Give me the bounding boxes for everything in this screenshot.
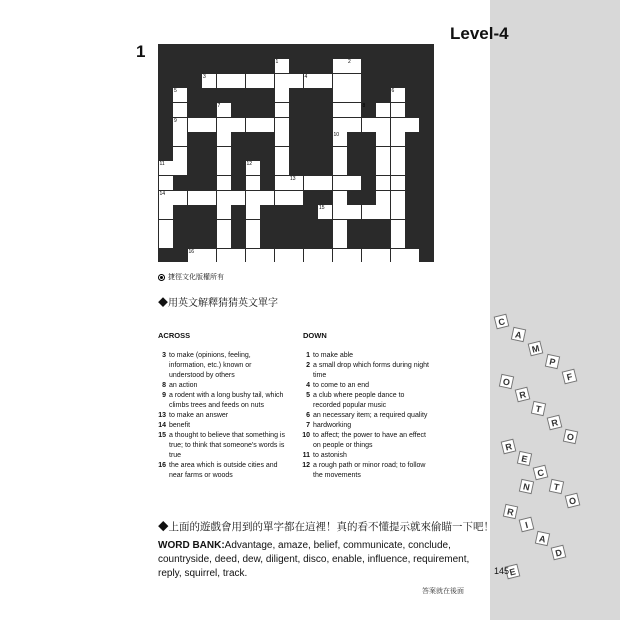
grid-cell[interactable]	[275, 147, 289, 161]
word-bank	[158, 539, 478, 581]
copyright-icon	[158, 274, 165, 281]
grid-cell[interactable]	[173, 161, 187, 175]
grid-cell[interactable]	[333, 205, 347, 219]
letter-tile: R	[501, 439, 517, 455]
down-clue	[296, 421, 431, 431]
clue-number: 2	[306, 362, 310, 369]
grid-cell[interactable]	[376, 249, 390, 263]
level-label: Level-4	[450, 24, 509, 43]
grid-cell[interactable]	[275, 132, 289, 146]
clue-number: 6	[306, 412, 310, 419]
word-bank-words: Advantage, amaze, belief, communicate, conclude, countryside, deed, dew, diligent, disco, enable, influence, requirement, reply, squirrel, track.	[158, 540, 470, 579]
copyright-line	[158, 272, 224, 282]
grid-cell[interactable]	[347, 103, 361, 117]
grid-cell[interactable]	[347, 249, 361, 263]
grid-cell[interactable]	[362, 249, 376, 263]
letter-tile: O	[499, 374, 514, 389]
grid-cell[interactable]	[333, 234, 347, 248]
grid-cell[interactable]	[405, 118, 419, 132]
puzzle-number: 1	[136, 42, 146, 61]
grid-cell[interactable]	[391, 249, 405, 263]
instruction-word-bank: ◆上面的遊戲會用到的單字都在這裡！真的看不懂提示就來偷瞄一下吧！	[158, 521, 494, 533]
grid-cell[interactable]	[260, 191, 274, 205]
letter-tile: F	[562, 369, 578, 385]
grid-cell[interactable]	[333, 88, 347, 102]
grid-cell[interactable]	[260, 74, 274, 88]
letter-tile: T	[549, 479, 564, 494]
across-clues	[152, 351, 287, 481]
grid-cell[interactable]	[391, 161, 405, 175]
down-heading: DOWN	[303, 331, 327, 340]
letter-tile: R	[503, 504, 518, 519]
clue-text: a rodent with a long bushy tail, which climbs trees and feeds on nuts	[169, 392, 284, 409]
clue-text: an necessary item; a required quality	[313, 412, 428, 419]
grid-cell[interactable]	[275, 161, 289, 175]
clue-text: a rough path or minor road; to follow the movements	[313, 462, 426, 479]
grid-cell[interactable]	[231, 191, 245, 205]
grid-cell[interactable]	[391, 118, 405, 132]
grid-cell[interactable]	[376, 191, 390, 205]
grid-cell[interactable]	[188, 118, 202, 132]
clue-number: 4	[306, 382, 310, 389]
clue-text: hardworking	[313, 422, 352, 429]
grid-cell[interactable]	[376, 161, 390, 175]
grid-cell[interactable]	[391, 220, 405, 234]
grid-clue-number: 5	[174, 88, 177, 95]
letter-tile: R	[515, 387, 531, 403]
grid-cell[interactable]	[347, 74, 361, 88]
grid-cell[interactable]	[217, 249, 231, 263]
grid-cell[interactable]	[376, 103, 390, 117]
across-clue	[152, 381, 287, 391]
grid-cell[interactable]	[217, 161, 231, 175]
grid-cell[interactable]	[275, 191, 289, 205]
grid-cell[interactable]	[246, 220, 260, 234]
clue-text: to affect; the power to have an effect on people or things	[313, 432, 426, 449]
across-clue	[152, 351, 287, 381]
clue-number: 11	[302, 452, 310, 459]
grid-clue-number: 12	[246, 161, 253, 168]
grid-cell[interactable]	[333, 118, 347, 132]
clue-number: 9	[162, 392, 166, 399]
grid-cell[interactable]	[246, 234, 260, 248]
grid-cell[interactable]	[333, 147, 347, 161]
clue-number: 14	[158, 422, 166, 429]
grid-clue-number: 4	[304, 73, 308, 80]
grid-cell[interactable]	[217, 234, 231, 248]
grid-cell[interactable]	[347, 205, 361, 219]
grid-cell[interactable]	[376, 205, 390, 219]
grid-cell[interactable]	[159, 176, 173, 190]
grid-cell[interactable]	[159, 234, 173, 248]
grid-cell[interactable]	[217, 118, 231, 132]
down-clue	[296, 391, 431, 411]
grid-cell[interactable]	[260, 118, 274, 132]
grid-clue-number: 2	[348, 59, 351, 66]
clue-number: 5	[306, 392, 310, 399]
grid-cell[interactable]	[275, 176, 289, 190]
across-clue	[152, 391, 287, 411]
grid-clue-number: 6	[391, 88, 395, 95]
instruction-guess-words: ◆用英文解釋猜猜英文單字	[158, 298, 278, 309]
grid-cell[interactable]	[318, 249, 332, 263]
clue-text: to make (opinions, feeling, information, etc.) known or understood by others	[169, 352, 252, 379]
letter-tile: R	[547, 415, 563, 431]
grid-clue-number: 11	[159, 161, 165, 168]
grid-cell[interactable]	[231, 249, 245, 263]
grid-cell[interactable]	[333, 191, 347, 205]
grid-cell[interactable]	[289, 249, 303, 263]
answer-note: 答案就在後面	[422, 588, 464, 595]
grid-cell[interactable]	[391, 205, 405, 219]
grid-cell[interactable]	[289, 191, 303, 205]
word-bank-label: WORD BANK:	[158, 540, 225, 551]
grid-cell[interactable]	[173, 147, 187, 161]
grid-cell[interactable]	[333, 220, 347, 234]
grid-cell[interactable]	[217, 74, 231, 88]
grid-cell[interactable]	[391, 103, 405, 117]
grid-cell[interactable]	[217, 205, 231, 219]
grid-cell[interactable]	[217, 191, 231, 205]
grid-cell[interactable]	[304, 249, 318, 263]
copyright-text: 捷徑文化版權所有	[168, 274, 224, 281]
grid-cell[interactable]	[231, 74, 245, 88]
grid-clue-number: 14	[159, 190, 166, 197]
grid-clue-number: 1	[275, 59, 279, 66]
letter-tile: T	[531, 401, 546, 416]
letter-tile: C	[533, 465, 549, 481]
grid-clue-number: 10	[333, 132, 340, 139]
clue-text: a thought to believe that something is true; to think that someone's words is true	[169, 432, 285, 459]
grid-clue-number: 16	[188, 248, 195, 255]
clue-text: benefit	[169, 422, 191, 429]
clue-number: 13	[158, 412, 166, 419]
letter-tile: O	[565, 493, 581, 509]
down-clues	[296, 351, 431, 481]
grid-cell[interactable]	[188, 191, 202, 205]
clue-text: a small drop which forms during night time	[313, 362, 429, 379]
grid-cell[interactable]	[246, 249, 260, 263]
clue-text: to come to an end	[313, 382, 370, 389]
clue-number: 1	[306, 352, 310, 359]
grid-cell[interactable]	[217, 132, 231, 146]
across-clue	[152, 411, 287, 421]
grid-cell[interactable]	[159, 205, 173, 219]
grid-cell[interactable]	[246, 118, 260, 132]
clue-number: 15	[158, 432, 166, 439]
grid-cell[interactable]	[275, 88, 289, 102]
letter-tile: D	[551, 545, 567, 561]
grid-cell[interactable]	[391, 234, 405, 248]
grid-cell[interactable]	[231, 118, 245, 132]
clue-text: an action	[169, 382, 198, 389]
grid-cell[interactable]	[202, 191, 216, 205]
down-clue	[296, 431, 431, 451]
grid-cell[interactable]	[362, 118, 376, 132]
grid-cell[interactable]	[376, 118, 390, 132]
grid-cell[interactable]	[318, 74, 332, 88]
grid-cell[interactable]	[391, 176, 405, 190]
down-clue	[296, 361, 431, 381]
grid-cell[interactable]	[376, 176, 390, 190]
clue-number: 10	[302, 432, 310, 439]
letter-tile: C	[494, 314, 510, 330]
grid-cell[interactable]	[333, 161, 347, 175]
clue-number: 16	[158, 462, 166, 469]
grid-cell[interactable]	[391, 147, 405, 161]
grid-cell[interactable]	[289, 74, 303, 88]
grid-cell[interactable]	[260, 249, 274, 263]
grid-cell[interactable]	[159, 220, 173, 234]
letter-tile: E	[505, 564, 521, 580]
grid-cell[interactable]	[347, 176, 361, 190]
page-number: 145	[494, 566, 510, 576]
clue-number: 3	[162, 352, 166, 359]
across-heading: ACROSS	[158, 331, 191, 340]
letter-tile: I	[519, 517, 535, 533]
grid-cell[interactable]	[275, 74, 289, 88]
letter-tile: N	[519, 479, 534, 494]
grid-cell[interactable]	[246, 205, 260, 219]
letter-tile: M	[528, 341, 544, 357]
across-clue	[152, 461, 287, 481]
clue-text: to astonish	[313, 452, 347, 459]
grid-cell[interactable]	[391, 191, 405, 205]
grid-cell[interactable]	[391, 132, 405, 146]
grid-cell[interactable]	[202, 118, 216, 132]
grid-cell[interactable]	[333, 249, 347, 263]
letter-tile: A	[535, 531, 550, 546]
grid-cell[interactable]	[173, 191, 187, 205]
grid-cell[interactable]	[173, 103, 187, 117]
grid-cell[interactable]	[217, 220, 231, 234]
grid-clue-number: 15	[319, 205, 325, 212]
grid-cell[interactable]	[246, 74, 260, 88]
down-clue	[296, 451, 431, 461]
grid-cell[interactable]	[376, 132, 390, 146]
grid-cell[interactable]	[246, 191, 260, 205]
grid-cell[interactable]	[405, 249, 419, 263]
grid-cell[interactable]	[362, 205, 376, 219]
across-clue	[152, 431, 287, 461]
grid-cell[interactable]	[333, 264, 347, 278]
grid-clue-number: 3	[203, 73, 206, 80]
clue-text: to make an answer	[169, 412, 229, 419]
grid-cell[interactable]	[275, 118, 289, 132]
grid-cell[interactable]	[275, 249, 289, 263]
letter-tile: A	[511, 327, 526, 342]
grid-clue-number: 13	[290, 175, 296, 182]
down-clue	[296, 461, 431, 481]
clue-number: 7	[306, 422, 310, 429]
down-clue	[296, 381, 431, 391]
clue-text: a club where people dance to recorded popular music	[313, 392, 405, 409]
grid-cell[interactable]	[347, 118, 361, 132]
grid-cell[interactable]	[217, 176, 231, 190]
grid-cell[interactable]	[217, 147, 231, 161]
clue-number: 12	[302, 462, 310, 469]
grid-cell[interactable]	[333, 74, 347, 88]
clue-text: to make able	[313, 352, 354, 359]
grid-cell[interactable]	[246, 176, 260, 190]
clue-number: 8	[162, 382, 166, 389]
down-clue	[296, 411, 431, 421]
clue-text: the area which is outside cities and near farms or woods	[169, 462, 278, 479]
grid-clue-number: 7	[217, 102, 221, 109]
down-clue	[296, 351, 431, 361]
grid-cell[interactable]	[333, 59, 347, 73]
letter-tile: O	[563, 429, 578, 444]
across-clue	[152, 421, 287, 431]
grid-clue-number: 9	[174, 117, 177, 124]
letter-tile: P	[545, 354, 560, 369]
grid-cell[interactable]	[376, 147, 390, 161]
grid-cell[interactable]	[347, 88, 361, 102]
grid-cell[interactable]	[202, 249, 216, 263]
grid-cell[interactable]	[304, 176, 318, 190]
letter-tile: E	[517, 451, 532, 466]
grid-cell[interactable]	[333, 176, 347, 190]
grid-cell[interactable]	[333, 103, 347, 117]
grid-clue-number: 8	[362, 102, 366, 109]
grid-cell[interactable]	[275, 103, 289, 117]
grid-cell[interactable]	[318, 176, 332, 190]
crossword-grid	[158, 44, 434, 262]
grid-cell[interactable]	[173, 132, 187, 146]
